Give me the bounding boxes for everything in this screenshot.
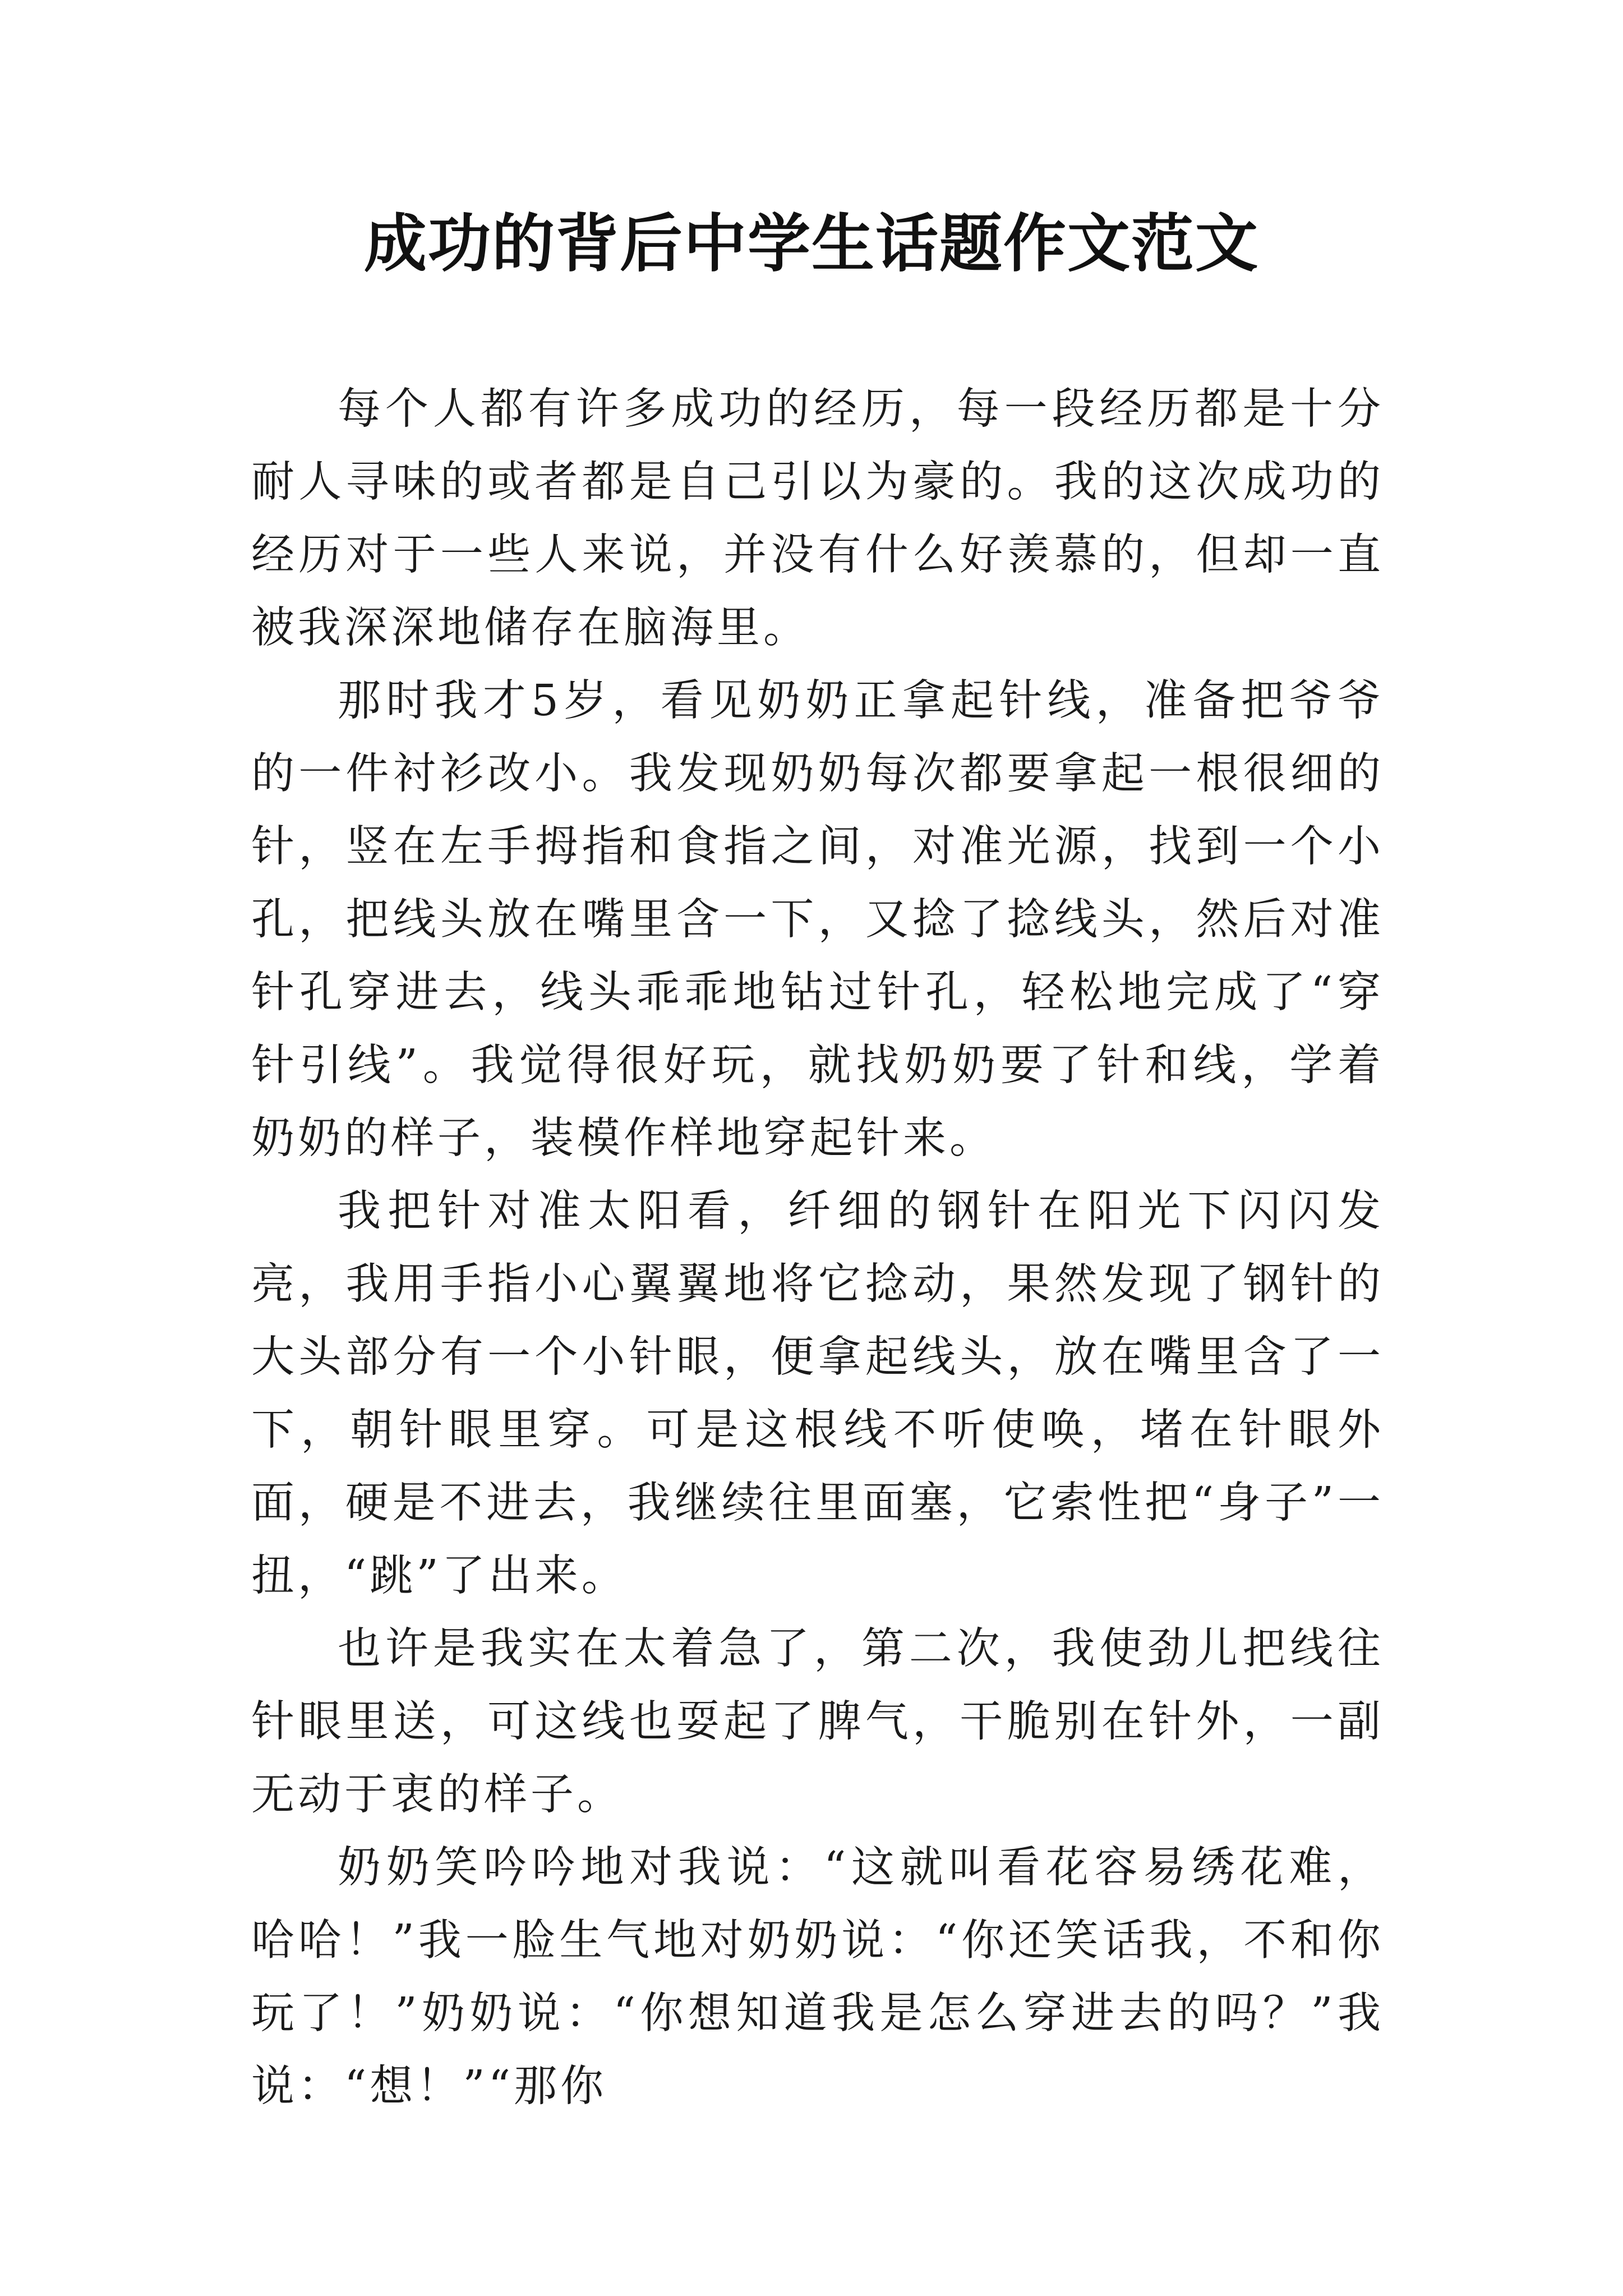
paragraph: 奶奶笑吟吟地对我说：“这就叫看花容易绣花难，哈哈！”我一脸生气地对奶奶说：“你还笑话我，不和你玩了！”奶奶说：“你想知道我是怎么穿进去的吗？”我说：“想！”“那你 [251, 1843, 1384, 2111]
paragraph: 那时我才5岁，看见奶奶正拿起针线，准备把爷爷的一件衬衫改小。我发现奶奶每次都要拿起一根很细的针，竖在左手拇指和食指之间，对准光源，找到一个小孔，把线头放在嘴里含一下，又捻了捻线头，然后对准针孔穿进去，线头乖乖地钻过针孔，轻松地完成了“穿针引线”。我觉得很好玩，就找奶奶要了针和线，学着奶奶的样子，装模作样地穿起针来。 [251, 676, 1384, 1163]
document-title: 成功的背后中学生话题作文范文 [364, 207, 1259, 280]
paragraph: 也许是我实在太着急了，第二次，我使劲儿把线往针眼里送，可这线也耍起了脾气，干脆别在针外，一副无动于衷的样子。 [251, 1624, 1384, 1820]
paragraph: 我把针对准太阳看，纤细的钢针在阳光下闪闪发亮，我用手指小心翼翼地将它捻动，果然发现了钢针的大头部分有一个小针眼，便拿起线头，放在嘴里含了一下，朝针眼里穿。可是这根线不听使唤，堵在针眼外面，硬是不进去，我继续往里面塞，它索性把“身子”一扭，“跳”了出来。 [251, 1186, 1384, 1601]
document-body [251, 373, 1384, 2123]
paragraph: 每个人都有许多成功的经历，每一段经历都是十分耐人寻味的或者都是自己引以为豪的。我的这次成功的经历对于一些人来说，并没有什么好羡慕的，但却一直被我深深地储存在脑海里。 [251, 384, 1384, 653]
